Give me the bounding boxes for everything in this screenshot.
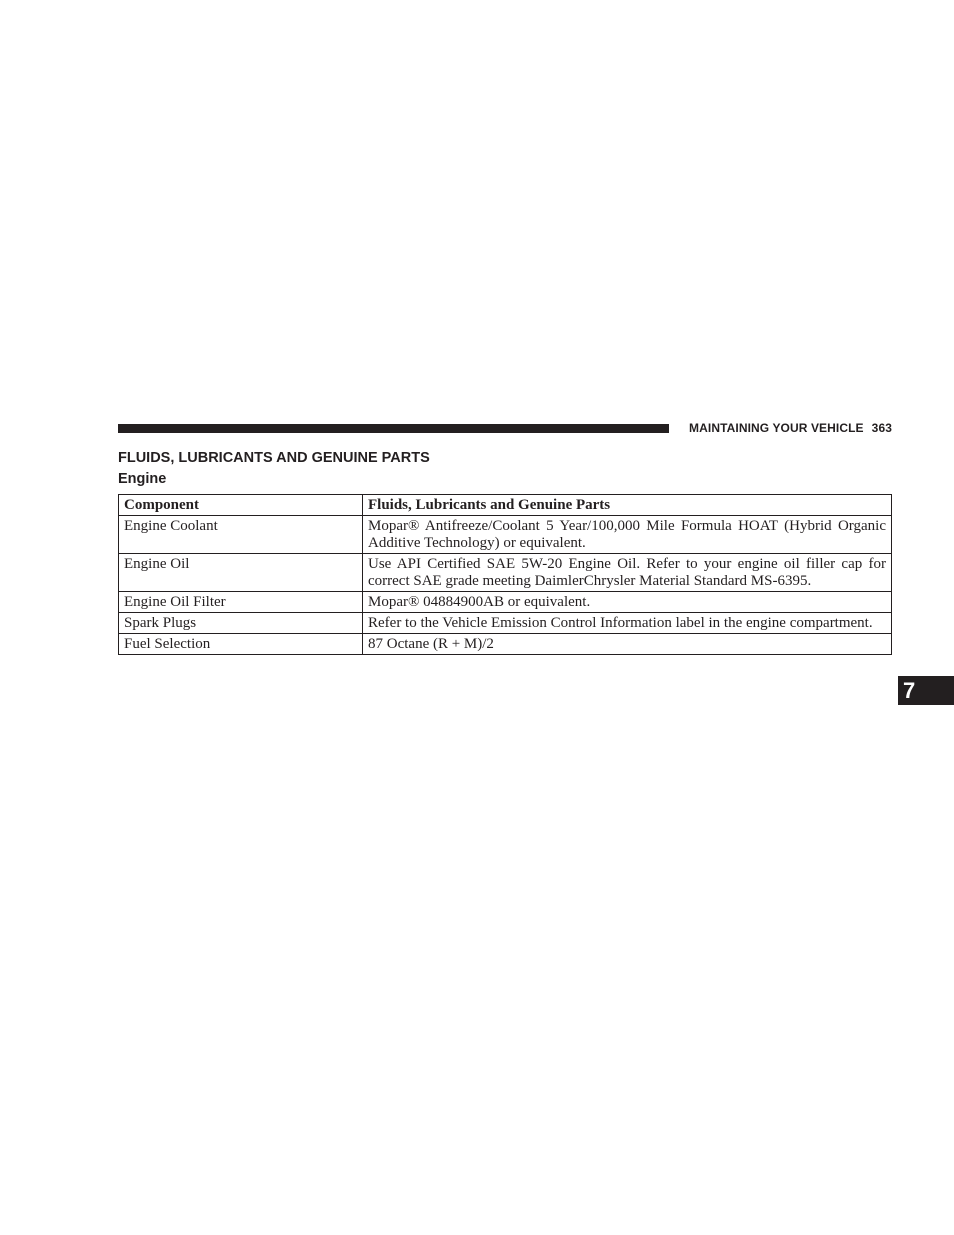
- page-number: 363: [871, 421, 892, 435]
- table-row: [119, 592, 892, 613]
- chapter-tab: 7: [898, 676, 954, 705]
- table-row: [119, 613, 892, 634]
- subsection-title: Engine: [118, 471, 167, 487]
- component-cell: Spark Plugs: [119, 613, 363, 634]
- component-cell: Engine Oil Filter: [119, 592, 363, 613]
- header-section-title: MAINTAINING YOUR VEHICLE: [689, 421, 864, 435]
- part-cell: Use API Certified SAE 5W-20 Engine Oil. Refer to your engine oil filler cap for correct SAE grade meeting DaimlerChrysler Material Standard MS-6395.: [363, 554, 892, 592]
- running-header: [672, 420, 892, 436]
- table-row: [119, 634, 892, 655]
- header-rule: [118, 424, 669, 433]
- component-cell: Fuel Selection: [119, 634, 363, 655]
- component-cell: Engine Coolant: [119, 516, 363, 554]
- fluids-table: [118, 494, 892, 655]
- part-cell: 87 Octane (R + M)/2: [363, 634, 892, 655]
- part-cell: Mopar® 04884900AB or equivalent.: [363, 592, 892, 613]
- table-row: [119, 516, 892, 554]
- column-header-parts: Fluids, Lubricants and Genuine Parts: [363, 495, 892, 516]
- table-header-row: [119, 495, 892, 516]
- section-title: FLUIDS, LUBRICANTS AND GENUINE PARTS: [118, 450, 430, 466]
- column-header-component: Component: [119, 495, 363, 516]
- table-row: [119, 554, 892, 592]
- part-cell: Refer to the Vehicle Emission Control Information label in the engine compartment.: [363, 613, 892, 634]
- component-cell: Engine Oil: [119, 554, 363, 592]
- part-cell: Mopar® Antifreeze/Coolant 5 Year/100,000 Mile Formula HOAT (Hybrid Organic Additive Technology) or equivalent.: [363, 516, 892, 554]
